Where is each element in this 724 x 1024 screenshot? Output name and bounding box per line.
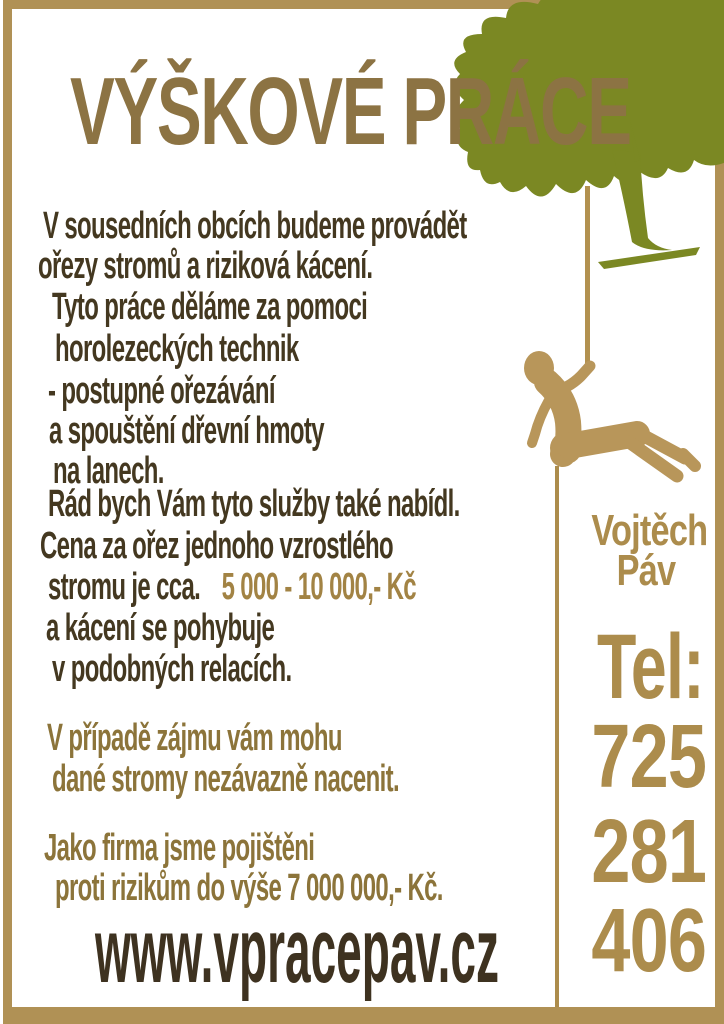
insurance-line: Jako firma jsme pojištěni (44, 827, 315, 869)
body-line: a spouštění dřevní hmoty (49, 410, 324, 452)
body-line: Cena za ořez jednoho vzrostlého (40, 525, 393, 567)
contact-phone-part: 281 (591, 802, 707, 902)
poster-title: VÝŠKOVÉ PRÁCE (70, 58, 631, 165)
climber-icon (505, 346, 705, 488)
body-line: Rád bych Vám tyto služby také nabídl. (48, 483, 460, 525)
body-line: V sousedních obcích budeme provádět (43, 205, 467, 247)
body-line: - postupné ořezávání (48, 370, 275, 412)
body-line: na lanech. (53, 450, 164, 492)
body-line: horolezeckých technik (55, 328, 299, 370)
price-value: 5 000 - 10 000,- Kč (221, 566, 416, 608)
price-prefix: stromu je cca. (48, 566, 201, 608)
quote-offer-line: V případě zájmu vám mohu (47, 717, 342, 759)
insurance-line: proti rizikům do výše 7 000 000,- Kč. (55, 867, 443, 909)
website-url: www.vpracepav.cz (95, 900, 499, 1002)
body-line: Tyto práce děláme za pomoci (52, 286, 368, 328)
contact-phone-part: 406 (591, 891, 707, 991)
quote-offer-line: dané stromy nezávazně nacenit. (52, 758, 399, 800)
body-line: ořezy stromů a riziková kácení. (38, 245, 373, 287)
body-line: a kácení se pohybuje (46, 607, 275, 649)
contact-phone-part: 725 (591, 707, 707, 807)
body-line: v podobných relacích. (52, 648, 292, 690)
contact-last-name: Páv (616, 546, 676, 595)
contact-first-name: Vojtěch (591, 506, 708, 555)
price-line (48, 568, 416, 606)
rope-divider-line (555, 466, 559, 1007)
contact-tel-label: Tel: (597, 616, 704, 718)
